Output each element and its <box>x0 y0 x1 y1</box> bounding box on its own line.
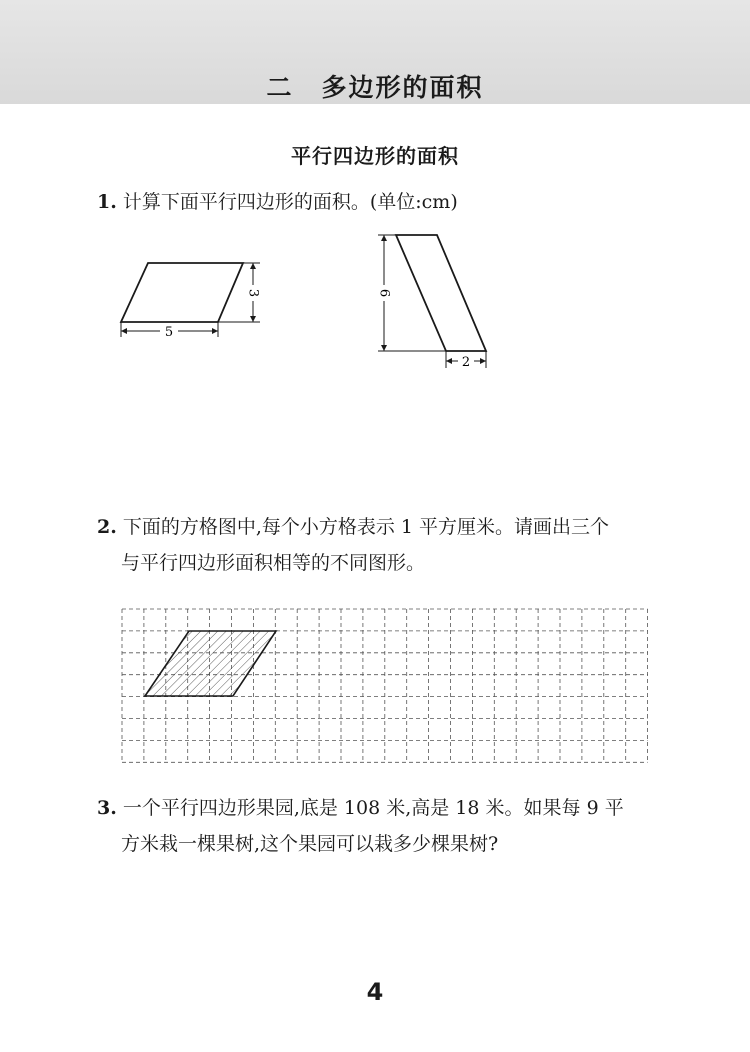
question-1-number: 1. <box>97 191 117 213</box>
base-label-1: 5 <box>164 325 174 340</box>
question-3-text-line2: 方米栽一棵果树,这个果园可以栽多少棵果树? <box>121 833 499 855</box>
parallelogram-1 <box>121 263 243 322</box>
question-2 <box>97 509 667 581</box>
page-number: 4 <box>366 978 384 1006</box>
question-2-text-line1: 下面的方格图中,每个小方格表示 1 平方厘米。请画出三个 <box>122 516 610 538</box>
chapter-number: 二 <box>266 73 294 102</box>
question-3-number: 3. <box>97 797 117 819</box>
question-2-text-line2: 与平行四边形面积相等的不同图形。 <box>121 552 426 574</box>
question-3 <box>97 790 667 862</box>
height-label-2: 6 <box>376 288 392 298</box>
parallelogram-2 <box>396 235 486 351</box>
question-1-text: 计算下面平行四边形的面积。(单位:cm) <box>122 191 458 213</box>
question-2-number: 2. <box>97 516 117 538</box>
height-label-1: 3 <box>245 288 261 298</box>
question-3-text-line1: 一个平行四边形果园,底是 108 米,高是 18 米。如果每 9 平 <box>122 797 624 819</box>
parallelogram-figure-2 <box>376 235 486 370</box>
section-title: 平行四边形的面积 <box>291 144 459 168</box>
chapter-title-text: 多边形的面积 <box>321 73 484 102</box>
parallelogram-figure-1 <box>121 263 261 340</box>
base-label-2: 2 <box>461 355 471 370</box>
shaded-parallelogram <box>145 631 276 696</box>
